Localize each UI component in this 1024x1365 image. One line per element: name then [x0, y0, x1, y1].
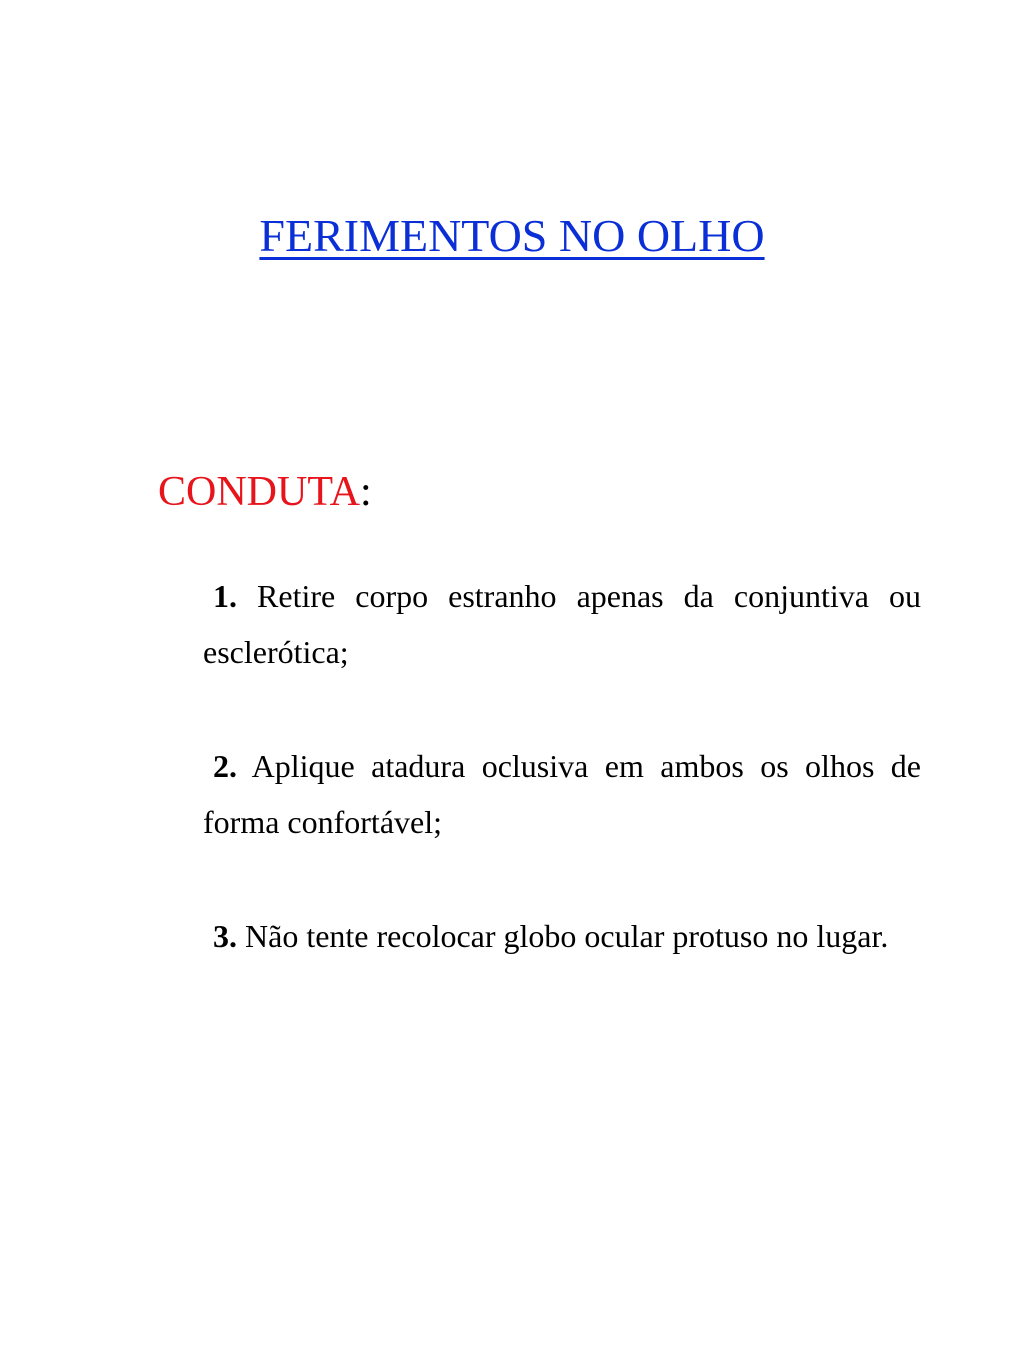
- page-title: FERIMENTOS NO OLHO: [259, 210, 765, 261]
- step-text: Retire corpo estranho apenas da conjuntiva ou esclerótica;: [203, 578, 922, 670]
- steps-list: [203, 568, 921, 964]
- step-item-1: [203, 568, 921, 680]
- step-number: 2.: [213, 748, 237, 784]
- step-text: Não tente recolocar globo ocular protuso no lugar.: [245, 918, 889, 954]
- step-text: Aplique atadura oclusiva em ambos os olhos de forma confortável;: [203, 748, 922, 840]
- section-heading-colon: :: [359, 469, 372, 515]
- step-number: 1.: [213, 578, 237, 614]
- section-heading-label: CONDUTA: [158, 469, 360, 515]
- step-number: 3.: [213, 918, 237, 954]
- step-item-3: [203, 908, 921, 964]
- step-item-2: [203, 738, 921, 850]
- section-heading: [158, 464, 372, 520]
